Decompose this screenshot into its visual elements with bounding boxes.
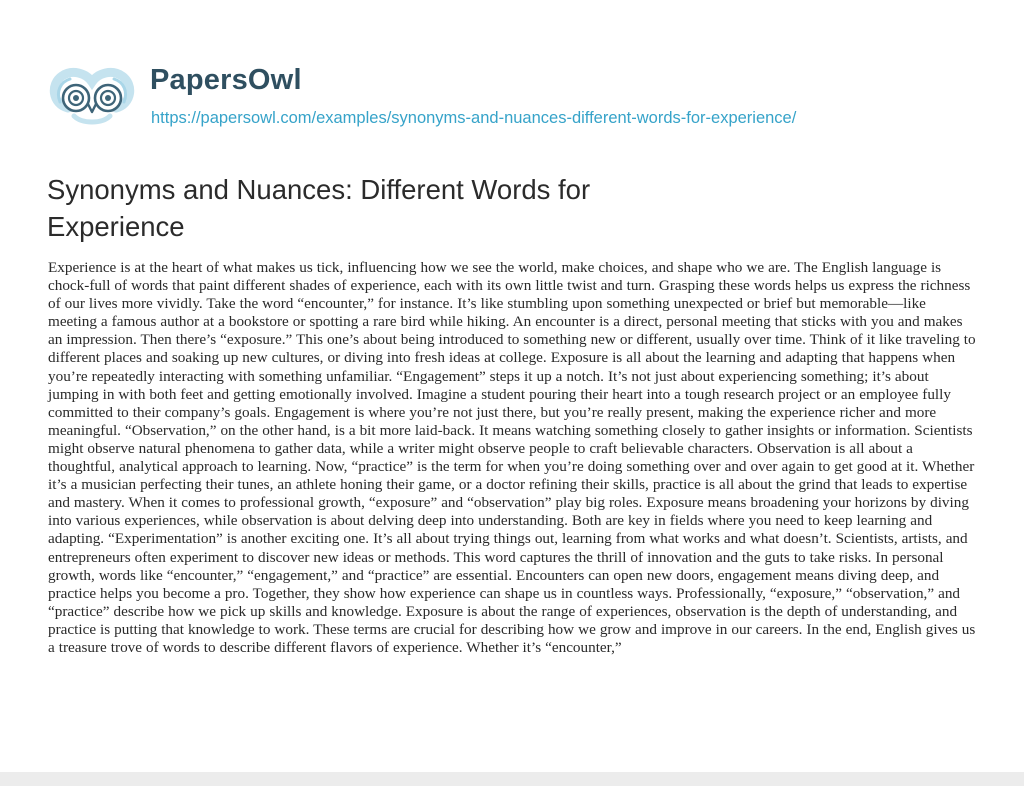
page-title: Synonyms and Nuances: Different Words for Experience	[47, 174, 591, 242]
source-url-link[interactable]: https://papersowl.com/examples/synonyms-and-nuances-different-words-for-experience/	[151, 109, 797, 127]
owl-logo-icon	[46, 64, 138, 134]
essay-body-text: Experience is at the heart of what makes us tick, influencing how we see the world, make choices, and shape who we are. The English language is chock-full of words that paint different shades of experience, each with its own little twist and turn. Grasping these words helps us express the richness of our lives more vividly. Take the word “encounter,” for instance. It’s like stumbling upon something unexpected or brief but memorable—like meeting a famous author at a bookstore or spotting a rare bird while hiking. An encounter is a direct, personal meeting that sticks with you and makes an impression. Then there’s “exposure.” This one’s about being introduced to something new or different, usually over time. Think of it like traveling to different places and soaking up new cultures, or diving into fresh ideas at college. Exposure is all about the learning and adapting that happens when you’re repeatedly interacting with something unfamiliar. “Engagement” steps it up a notch. It’s not just about experiencing something; it’s about jumping in with both feet and getting emotionally involved. Imagine a student pouring their heart into a tough research project or an employee fully committed to their company’s goals. Engagement is where you’re not just there, but you’re really present, making the experience richer and more meaningful. “Observation,” on the other hand, is a bit more laid-back. It means watching something closely to gather insights or information. Scientists might observe natural phenomena to gather data, while a writer might observe people to craft believable characters. Observation is all about a thoughtful, analytical approach to learning. Now, “practice” is the term for when you’re doing something over and over again to get good at it. Whether it’s a musician perfecting their tunes, an athlete honing their game, or a doctor refining their skills, practice is all about the grind that leads to expertise and mastery. When it comes to professional growth, “exposure” and “observation” play big roles. Exposure means broadening your horizons by diving into various experiences, while observation is about delving deep into understanding. Both are key in fields where you need to keep learning and adapting. “Experimentation” is another exciting one. It’s all about trying things out, learning from what works and what doesn’t. Scientists, artists, and entrepreneurs often experiment to discover new ideas or methods. This word captures the thrill of innovation and the guts to take risks. In personal growth, words like “encounter,” “engagement,” and “practice” are essential. Encounters can open new doors, engagement means diving deep, and practice helps you become a pro. Together, they show how experience can shape us in countless ways. Professionally, “exposure,” “observation,” and “practice” describe how we pick up skills and knowledge. Exposure is about the range of experiences, observation is the depth of understanding, and practice is putting that knowledge to work. These terms are crucial for describing how we grow and improve in our careers. In the end, English gives us a treasure trove of words to describe different flavors of experience. Whether it’s “encounter,”	[48, 259, 976, 656]
page-header	[46, 56, 1006, 136]
page-bottom-edge	[0, 772, 1024, 786]
brand-name[interactable]: PapersOwl	[150, 64, 302, 96]
